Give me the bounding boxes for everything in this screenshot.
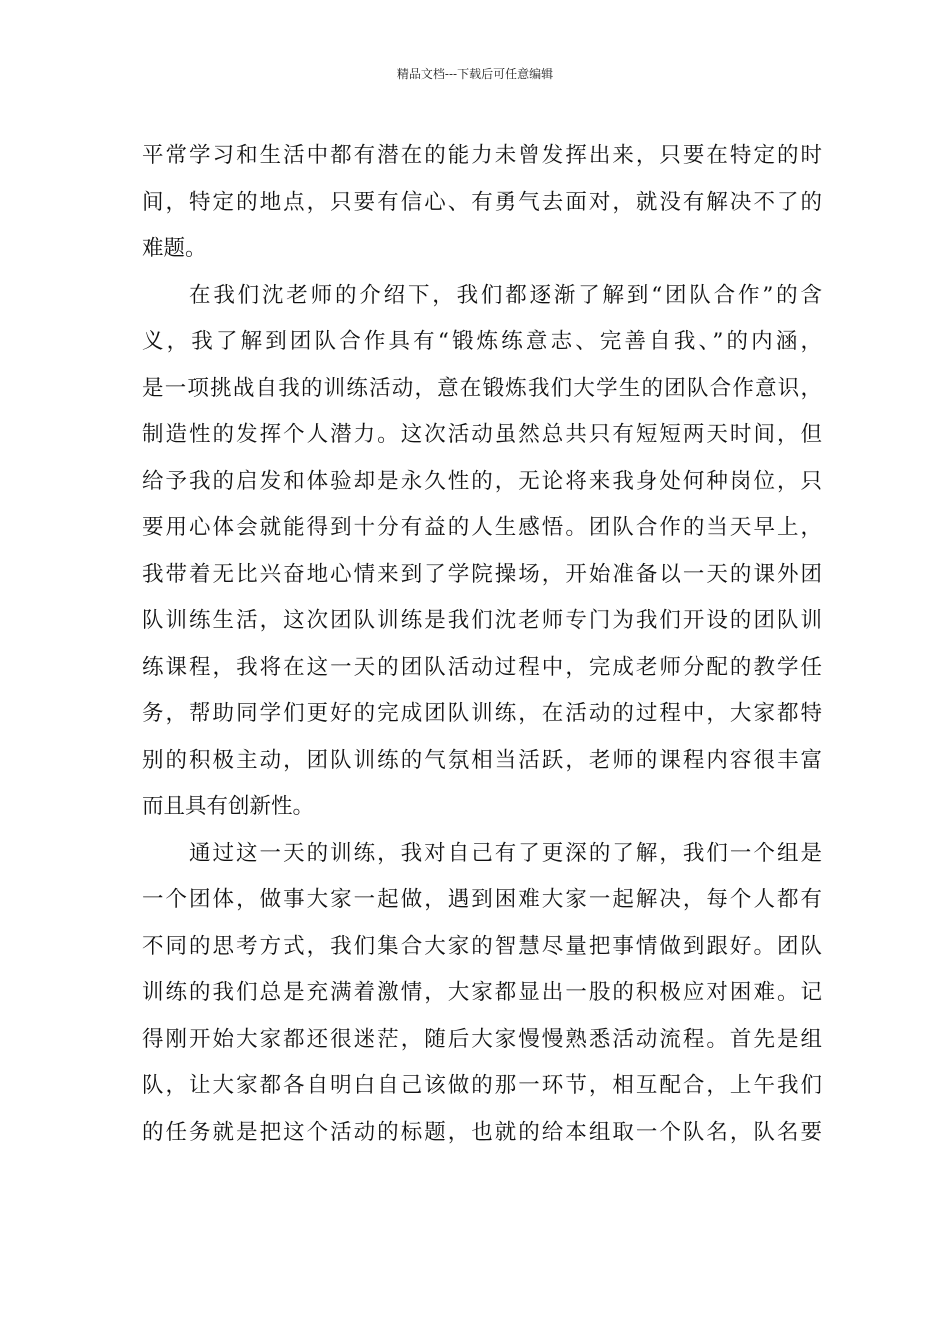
- document-body: [142, 133, 822, 1156]
- page-header: 精品文档---下载后可任意编辑: [396, 67, 554, 81]
- text-line: 练课程，我将在这一天的团队活动过程中，完成老师分配的教学任: [142, 654, 822, 680]
- text-line: 队训练生活，这次团队训练是我们沈老师专门为我们开设的团队训: [142, 608, 822, 633]
- text-line: 要用心体会就能得到十分有益的人生感悟。团队合作的当天早上，: [142, 515, 822, 540]
- text-line: 而且具有创新性。: [142, 794, 315, 819]
- text-line: 通过这一天的训练，我对自己有了更深的了解，我们一个组是: [189, 840, 822, 866]
- text-line: 制造性的发挥个人潜力。这次活动虽然总共只有短短两天时间，但: [142, 422, 822, 447]
- text-line: 队，让大家都各自明白自己该做的那一环节，相互配合，上午我们: [142, 1073, 822, 1098]
- text-line: 义，我了解到团队合作具有“锻炼练意志、完善自我、”的内涵，: [142, 329, 822, 354]
- text-line: 难题。: [142, 236, 207, 261]
- text-line: 是一项挑战自我的训练活动，意在锻炼我们大学生的团队合作意识，: [142, 375, 822, 401]
- text-line: 平常学习和生活中都有潜在的能力未曾发挥出来，只要在特定的时: [142, 143, 822, 168]
- text-line: 间，特定的地点，只要有信心、有勇气去面对，就没有解决不了的: [142, 189, 822, 215]
- text-line: 的任务就是把这个活动的标题，也就的给本组取一个队名，队名要: [142, 1119, 822, 1145]
- text-line: 别的积极主动，团队训练的气氛相当活跃，老师的课程内容很丰富: [142, 747, 822, 773]
- text-line: 在我们沈老师的介绍下，我们都逐渐了解到“团队合作”的含: [189, 282, 822, 308]
- text-line: 得刚开始大家都还很迷茫，随后大家慢慢熟悉活动流程。首先是组: [142, 1026, 822, 1052]
- text-line: 一个团体，做事大家一起做，遇到困难大家一起解决，每个人都有: [142, 887, 822, 912]
- text-line: 务，帮助同学们更好的完成团队训练，在活动的过程中，大家都特: [142, 701, 822, 726]
- text-line: 不同的思考方式，我们集合大家的智慧尽量把事情做到跟好。团队: [142, 933, 822, 959]
- text-line: 我带着无比兴奋地心情来到了学院操场，开始准备以一天的课外团: [142, 561, 822, 587]
- text-line: 给予我的启发和体验却是永久性的，无论将来我身处何种岗位，只: [142, 468, 822, 494]
- text-line: 训练的我们总是充满着激情，大家都显出一股的积极应对困难。记: [142, 980, 822, 1005]
